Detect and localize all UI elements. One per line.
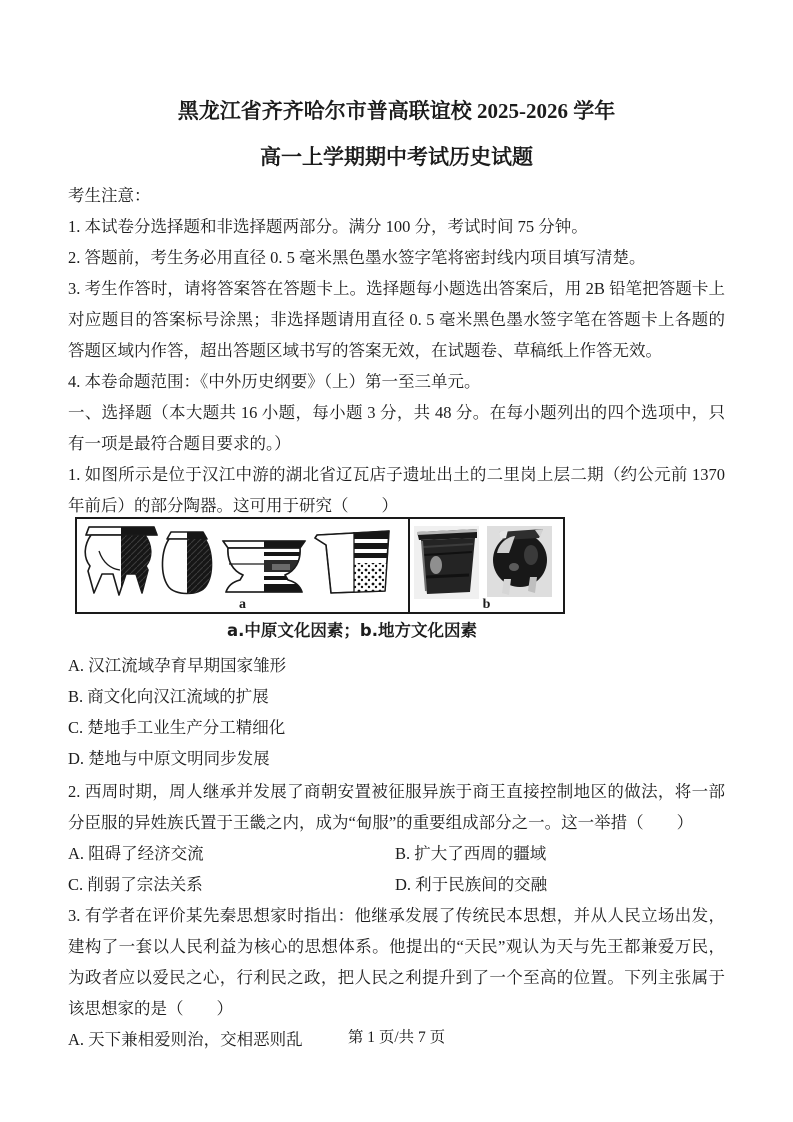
paper-title-line2: 高一上学期期中考试历史试题	[260, 145, 533, 169]
figure-panel-a	[77, 519, 410, 612]
question-2-option-c: C. 削弱了宗法关系	[68, 875, 203, 894]
page-number: 第 1 页/共 7 页	[347, 1029, 446, 1046]
question-3-stem: 3. 有学者在评价某先秦思想家时指出：他继承发展了传统民本思想，并从人民立场出发，建构了一套以人民利益为核心的思想体系。他提出的“天民”观认为天与先王都兼爱万民，为政者应以爱民之心，行利民之政，把人民之利提升到了一个至高的位置。下列主张属于该思想家的是（ ）	[68, 906, 725, 1018]
page-content	[68, 96, 725, 1055]
question-1-stem: 1. 如图所示是位于汉江中游的湖北省辽瓦店子遗址出土的二里岗上层二期（约公元前 1370 年前后）的部分陶器。这可用于研究（ ）	[68, 465, 725, 515]
question-1-option-a: A. 汉江流域孕育早期国家雏形	[68, 656, 287, 675]
pottery-figure-frame	[75, 517, 565, 614]
figure-label-b: b	[482, 597, 491, 612]
question-1-option-b: B. 商文化向汉江流域的扩展	[68, 687, 269, 706]
question-1-figure	[75, 517, 725, 642]
question-2-option-a: A. 阻碍了经济交流	[68, 844, 204, 863]
question-2-options-row1	[68, 838, 725, 869]
notice-item-3: 3. 考生作答时，请将答案答在答题卡上。选择题每小题选出答案后，用 2B 铅笔把答题卡上对应题目的答案标号涂黑；非选择题请用直径 0. 5 毫米黑色墨水签字笔在答题卡上各题的答题区域内作答，超出答题区域书写的答案无效，在试题卷、草稿纸上作答无效。	[68, 279, 725, 360]
notice-item-1: 1. 本试卷分选择题和非选择题两部分。满分 100 分，考试时间 75 分钟。	[68, 217, 588, 236]
question-2-options-row2	[68, 869, 725, 900]
question-2-option-b: B. 扩大了西周的疆域	[395, 844, 547, 863]
figure-caption: a.中原文化因素；b.地方文化因素	[227, 621, 477, 640]
question-2-stem: 2. 西周时期，周人继承并发展了商朝安置被征服异族于商王直接控制地区的做法，将一部分臣服的异姓族氏置于王畿之内，成为“甸服”的重要组成部分之一。这一举措（ ）	[68, 782, 725, 832]
figure-panel-b	[410, 519, 563, 612]
figure-label-a: a	[239, 597, 246, 612]
question-1-option-c: C. 楚地手工业生产分工精细化	[68, 718, 286, 737]
question-1-option-d: D. 楚地与中原文明同步发展	[68, 749, 270, 768]
section-heading: 一、选择题（本大题共 16 小题，每小题 3 分，共 48 分。在每小题列出的四个选项中，只有一项是最符合题目要求的。）	[68, 403, 725, 453]
paper-title-line1: 黑龙江省齐齐哈尔市普高联谊校 2025-2026 学年	[177, 99, 616, 123]
question-2-option-d: D. 利于民族间的交融	[395, 875, 548, 894]
question-3-option-a: A. 天下兼相爱则治，交相恶则乱	[68, 1030, 303, 1049]
notice-heading: 考生注意：	[68, 186, 151, 205]
notice-item-2: 2. 答题前，考生务必用直径 0. 5 毫米黑色墨水签字笔将密封线内项目填写清楚。	[68, 248, 646, 267]
notice-item-4: 4. 本卷命题范围：《中外历史纲要》（上）第一至三单元。	[68, 372, 481, 391]
